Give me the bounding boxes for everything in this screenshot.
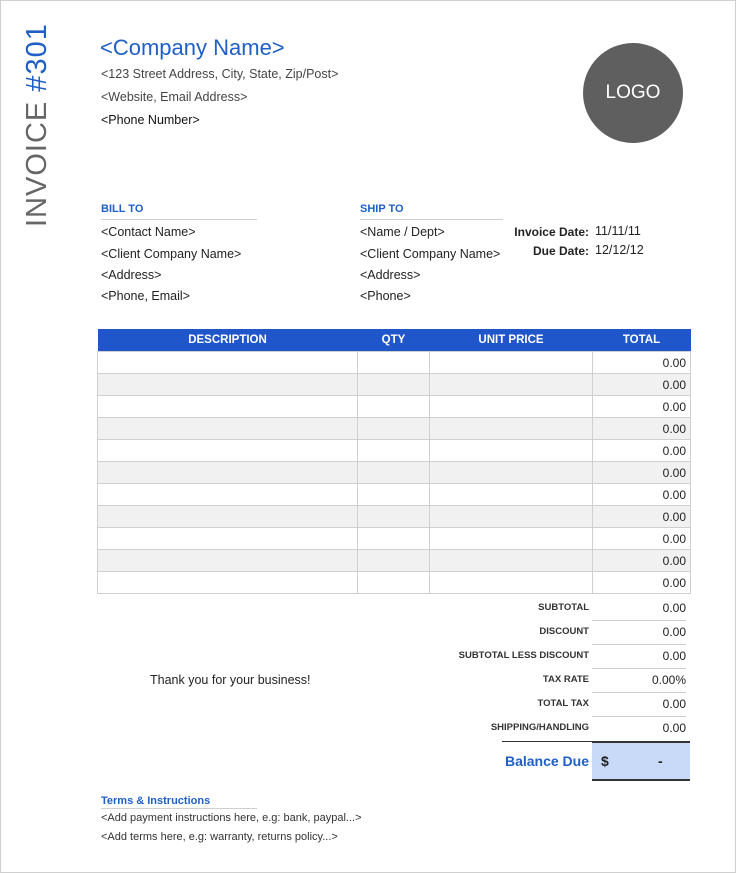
unit-price-cell[interactable] [430, 418, 593, 440]
payment-instructions[interactable]: <Add payment instructions here, e.g: bank, paypal...> [101, 812, 362, 824]
description-cell[interactable] [98, 440, 358, 462]
unit-price-cell[interactable] [430, 550, 593, 572]
table-row [98, 418, 691, 440]
ship-to-company[interactable]: <Client Company Name> [360, 247, 501, 261]
bill-to-company[interactable]: <Client Company Name> [101, 247, 242, 261]
description-cell[interactable] [98, 418, 358, 440]
bill-to-heading: BILL TO [101, 203, 257, 220]
due-date-value[interactable]: 12/12/12 [595, 243, 644, 257]
ship-to-phone[interactable]: <Phone> [360, 289, 411, 303]
total-cell: 0.00 [593, 440, 691, 462]
line-items-table [97, 329, 691, 594]
column-header-qty: QTY [358, 329, 430, 352]
qty-cell[interactable] [358, 396, 430, 418]
table-row [98, 352, 691, 374]
ship-to-address[interactable]: <Address> [360, 268, 421, 282]
total-cell: 0.00 [593, 352, 691, 374]
qty-cell[interactable] [358, 506, 430, 528]
subtotal-label: SUBTOTAL [538, 602, 589, 613]
description-cell[interactable] [98, 506, 358, 528]
description-cell[interactable] [98, 396, 358, 418]
unit-price-cell[interactable] [430, 462, 593, 484]
unit-price-cell[interactable] [430, 528, 593, 550]
balance-currency: $ [601, 753, 609, 769]
column-header-description: DESCRIPTION [98, 329, 358, 352]
terms-heading: Terms & Instructions [101, 795, 257, 809]
tax-rate-value[interactable]: 0.00% [592, 669, 686, 693]
company-phone[interactable]: <Phone Number> [101, 113, 200, 127]
table-row [98, 528, 691, 550]
total-cell: 0.00 [593, 418, 691, 440]
table-row [98, 374, 691, 396]
qty-cell[interactable] [358, 462, 430, 484]
unit-price-cell[interactable] [430, 374, 593, 396]
description-cell[interactable] [98, 462, 358, 484]
qty-cell[interactable] [358, 572, 430, 594]
tax-rate-label: TAX RATE [542, 674, 589, 685]
balance-amount: - [658, 753, 663, 769]
qty-cell[interactable] [358, 528, 430, 550]
qty-cell[interactable] [358, 484, 430, 506]
description-cell[interactable] [98, 374, 358, 396]
table-row [98, 440, 691, 462]
column-header-total: TOTAL [593, 329, 691, 352]
table-row [98, 506, 691, 528]
qty-cell[interactable] [358, 352, 430, 374]
unit-price-cell[interactable] [430, 396, 593, 418]
table-row [98, 396, 691, 418]
terms-policy[interactable]: <Add terms here, e.g: warranty, returns policy...> [101, 831, 338, 843]
description-cell[interactable] [98, 484, 358, 506]
subtotal-less-discount-label: SUBTOTAL LESS DISCOUNT [458, 650, 589, 661]
qty-cell[interactable] [358, 550, 430, 572]
qty-cell[interactable] [358, 418, 430, 440]
unit-price-cell[interactable] [430, 484, 593, 506]
total-cell: 0.00 [593, 550, 691, 572]
thank-you-note[interactable]: Thank you for your business! [150, 673, 311, 687]
bill-to-contact[interactable]: <Contact Name> [101, 225, 196, 239]
balance-due-label: Balance Due [504, 753, 589, 769]
logo-text: LOGO [605, 82, 661, 103]
table-row [98, 572, 691, 594]
total-cell: 0.00 [593, 572, 691, 594]
description-cell[interactable] [98, 352, 358, 374]
total-cell: 0.00 [593, 528, 691, 550]
shipping-handling-label: SHIPPING/HANDLING [490, 722, 589, 733]
total-cell: 0.00 [593, 506, 691, 528]
company-address[interactable]: <123 Street Address, City, State, Zip/Post> [101, 67, 339, 81]
shipping-handling-value[interactable]: 0.00 [662, 721, 686, 735]
total-cell: 0.00 [593, 396, 691, 418]
logo-placeholder[interactable] [583, 43, 683, 143]
subtotal-less-discount-value: 0.00 [592, 645, 686, 669]
total-cell: 0.00 [593, 374, 691, 396]
unit-price-cell[interactable] [430, 572, 593, 594]
qty-cell[interactable] [358, 440, 430, 462]
unit-price-cell[interactable] [430, 440, 593, 462]
description-cell[interactable] [98, 572, 358, 594]
invoice-label: INVOICE [21, 100, 53, 227]
table-header-row [98, 329, 691, 352]
qty-cell[interactable] [358, 374, 430, 396]
bill-to-address[interactable]: <Address> [101, 268, 162, 282]
company-name[interactable]: <Company Name> [100, 35, 285, 60]
unit-price-cell[interactable] [430, 506, 593, 528]
invoice-date-value[interactable]: 11/11/11 [595, 224, 641, 238]
total-cell: 0.00 [593, 462, 691, 484]
balance-divider [502, 741, 592, 742]
bill-to-phone-email[interactable]: <Phone, Email> [101, 289, 190, 303]
discount-label: DISCOUNT [539, 626, 589, 637]
discount-value[interactable]: 0.00 [592, 621, 686, 645]
table-row [98, 484, 691, 506]
table-row [98, 550, 691, 572]
total-tax-value: 0.00 [592, 693, 686, 717]
subtotal-value: 0.00 [592, 597, 686, 621]
invoice-number[interactable]: #301 [21, 23, 53, 92]
total-tax-label: TOTAL TAX [537, 698, 589, 709]
due-date-label: Due Date: [532, 244, 589, 258]
total-cell: 0.00 [593, 484, 691, 506]
unit-price-cell[interactable] [430, 352, 593, 374]
invoice-date-label: Invoice Date: [514, 225, 589, 239]
description-cell[interactable] [98, 550, 358, 572]
table-row [98, 462, 691, 484]
description-cell[interactable] [98, 528, 358, 550]
company-web-email[interactable]: <Website, Email Address> [101, 90, 248, 104]
invoice-title [21, 23, 54, 227]
ship-to-name[interactable]: <Name / Dept> [360, 225, 445, 239]
ship-to-heading: SHIP TO [360, 203, 503, 220]
column-header-unit-price: UNIT PRICE [430, 329, 593, 352]
